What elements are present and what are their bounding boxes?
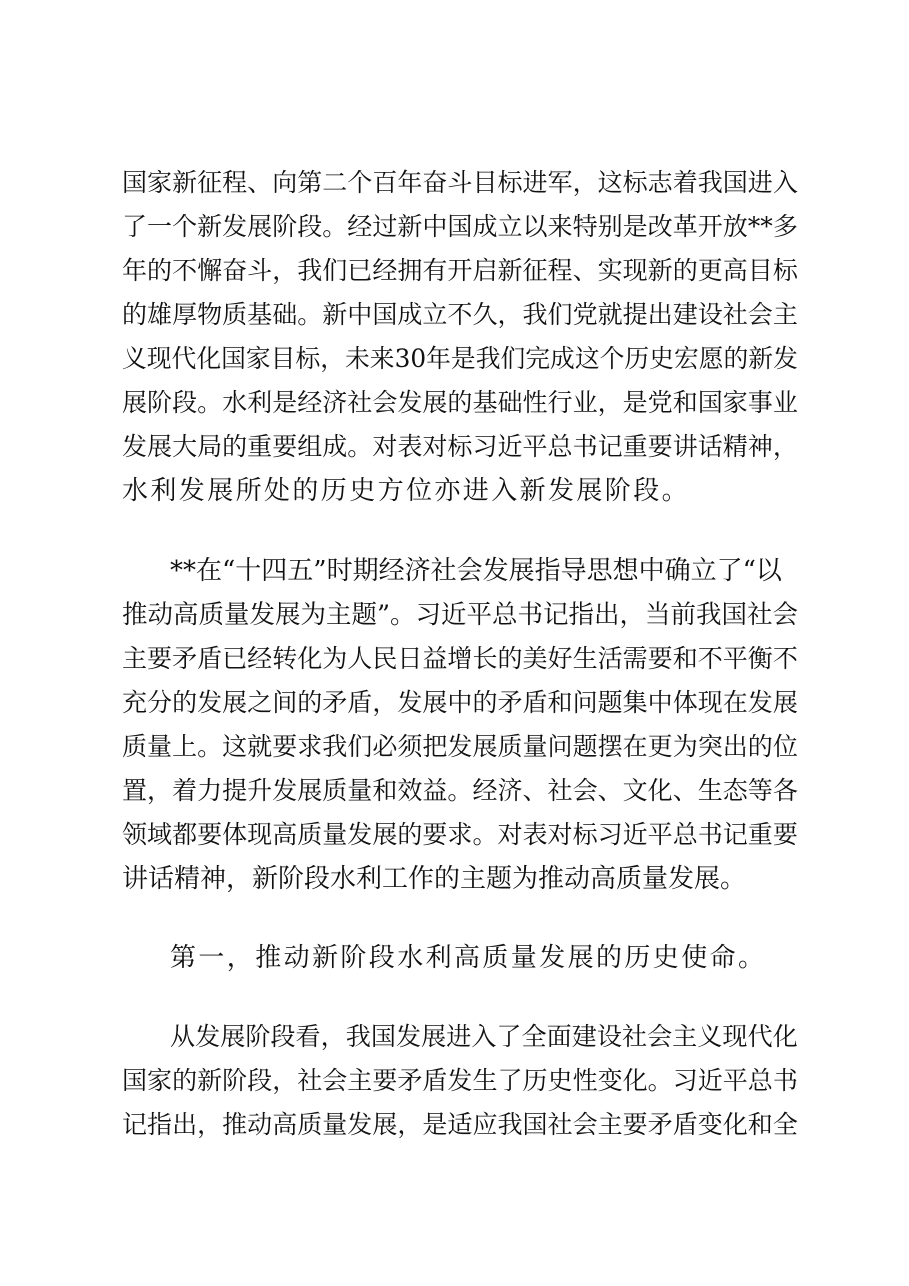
text-line: 领域都要体现高质量发展的要求。对表对标习近平总书记重要 <box>122 820 798 849</box>
text-line: 从发展阶段看，我国发展进入了全面建设社会主义现代化 <box>170 1022 798 1051</box>
text-line: 了一个新发展阶段。经过新中国成立以来特别是改革开放**多 <box>122 212 798 241</box>
text-line: 的雄厚物质基础。新中国成立不久，我们党就提出建设社会主 <box>122 300 798 329</box>
text-line: 充分的发展之间的矛盾，发展中的矛盾和问题集中体现在发展 <box>122 688 798 717</box>
text-line: 水利发展所处的历史方位亦进入新发展阶段。 <box>122 476 691 506</box>
text-line: 国家新征程、向第二个百年奋斗目标进军，这标志着我国进入 <box>122 168 798 197</box>
text-line: 展阶段。水利是经济社会发展的基础性行业，是党和国家事业 <box>122 388 798 417</box>
text-line: 推动高质量发展为主题”。习近平总书记指出，当前我国社会 <box>122 600 799 630</box>
text-line: 主要矛盾已经转化为人民日益增长的美好生活需要和不平衡不 <box>122 644 798 673</box>
text-line: 年的不懈奋斗，我们已经拥有开启新征程、实现新的更高目标 <box>122 256 798 285</box>
text-line: **在“十四五”时期经济社会发展指导思想中确立了“以 <box>170 556 782 586</box>
text-line: 国家的新阶段，社会主要矛盾发生了历史性变化。习近平总书 <box>122 1066 798 1095</box>
text-line: 置，着力提升发展质量和效益。经济、社会、文化、生态等各 <box>122 776 798 805</box>
text-line: 第一，推动新阶段水利高质量发展的历史使命。 <box>170 943 767 973</box>
text-line: 发展大局的重要组成。对表对标习近平总书记重要讲话精神， <box>122 432 798 461</box>
text-line: 记指出，推动高质量发展，是适应我国社会主要矛盾变化和全 <box>122 1110 798 1139</box>
text-line: 讲话精神，新阶段水利工作的主题为推动高质量发展。 <box>122 864 747 894</box>
text-line: 义现代化国家目标，未来30年是我们完成这个历史宏愿的新发 <box>122 344 798 373</box>
text-line: 质量上。这就要求我们必须把发展质量问题摆在更为突出的位 <box>122 732 798 761</box>
